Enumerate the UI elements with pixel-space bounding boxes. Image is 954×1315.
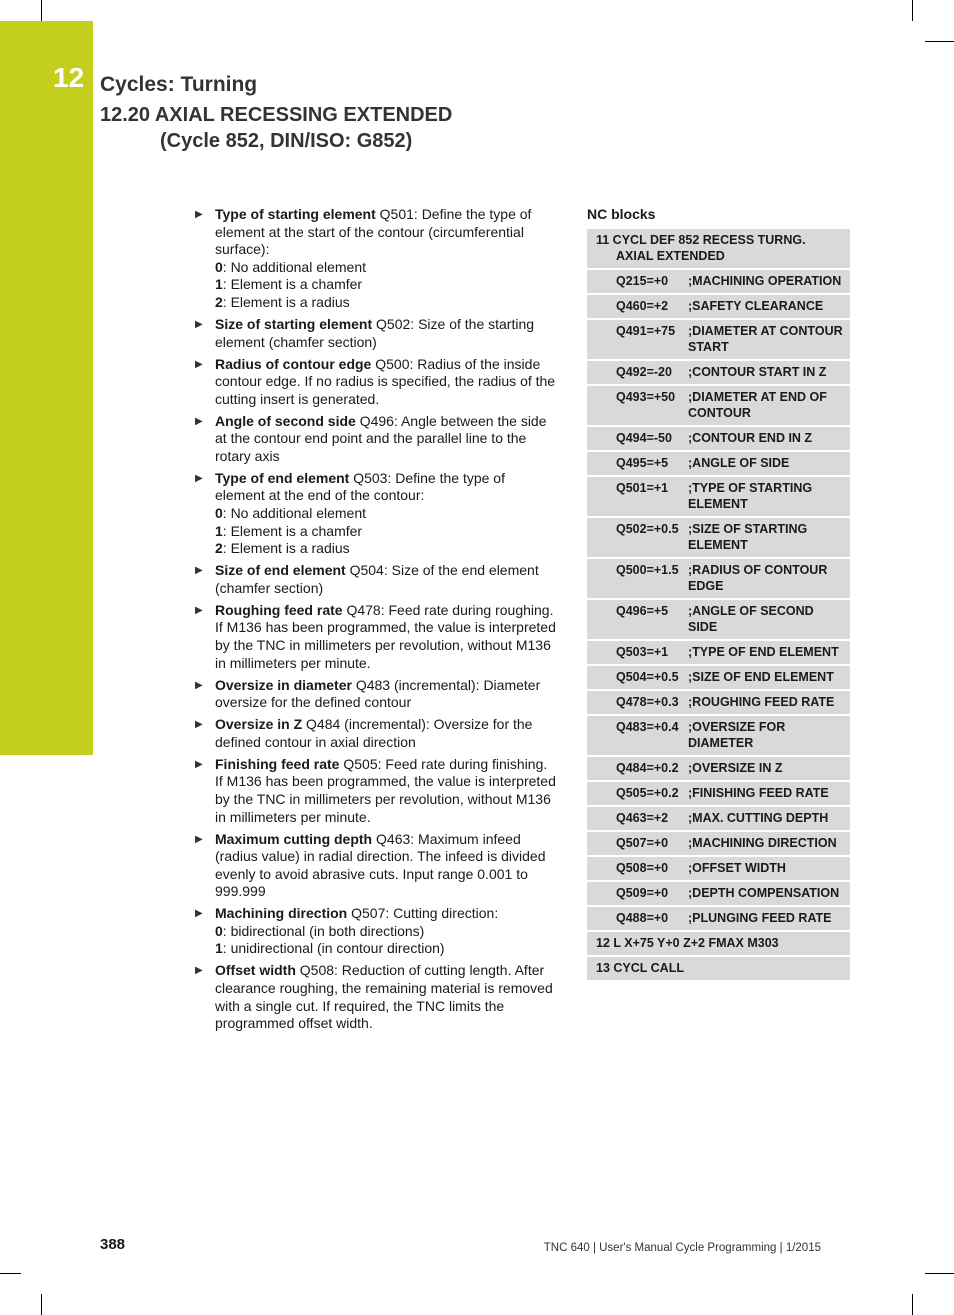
bullet-arrow-icon: ▶: [195, 908, 203, 920]
nc-row: [587, 295, 850, 318]
parameter-description: Q496: Angle between the side at the contour end point and the parallel line to the rotary axis: [215, 412, 547, 464]
parameter-name: Maximum cutting depth: [215, 830, 373, 847]
nc-row: [587, 320, 850, 359]
nc-param: Q507=+0: [616, 836, 669, 850]
nc-param: Q493=+50: [616, 390, 676, 404]
nc-param: Q496=+5: [616, 604, 669, 618]
option-value: : Element is a chamfer: [222, 522, 363, 539]
bullet-arrow-icon: ▶: [195, 679, 203, 691]
nc-row: [587, 857, 850, 880]
nc-comment: ;ROUGHING FEED RATE: [688, 695, 835, 709]
parameter-description: Q504: Size of the end element (chamfer section): [215, 562, 539, 596]
nc-comment: ;DIAMETER AT END OF CONTOUR: [688, 390, 827, 420]
nc-blocks-title: NC blocks: [587, 206, 656, 222]
section-subtitle: (Cycle 852, DIN/ISO: G852): [160, 130, 413, 152]
nc-param: Q503=+1: [616, 645, 669, 659]
parameter-description: Q463: Maximum infeed (radius value) in radial direction. The infeed is divided evenly to avoid abrasive cuts. Input range 0.001 to 999.999: [215, 830, 546, 900]
nc-row: [587, 600, 850, 639]
chapter-sidebar: [0, 21, 93, 755]
nc-row: [587, 477, 850, 516]
nc-row: [587, 518, 850, 557]
nc-row: [587, 807, 850, 830]
parameter-name: Roughing feed rate: [215, 601, 343, 618]
option-key: 1: [215, 276, 223, 293]
nc-param: Q483=+0.4: [616, 720, 679, 734]
nc-comment: ;MACHINING OPERATION: [688, 274, 842, 288]
bullet-arrow-icon: ▶: [195, 758, 203, 770]
chapter-title: Cycles: Turning: [100, 73, 258, 96]
crop-mark: [41, 0, 42, 21]
crop-mark: [0, 1273, 21, 1274]
nc-row: [587, 666, 850, 689]
nc-blocks-table: [587, 229, 850, 982]
parameter-item: [195, 602, 557, 672]
nc-comment: ;DEPTH COMPENSATION: [688, 886, 840, 900]
nc-row: [587, 957, 850, 980]
nc-param: Q508=+0: [616, 861, 669, 875]
nc-comment: ;TYPE OF STARTING ELEMENT: [688, 481, 813, 511]
parameter-name: Machining direction: [215, 905, 348, 922]
crop-mark: [41, 1294, 42, 1315]
crop-mark: [912, 0, 913, 21]
nc-row: [587, 782, 850, 805]
nc-row: [587, 641, 850, 664]
parameter-name: Finishing feed rate: [215, 755, 340, 772]
nc-comment: ;OVERSIZE IN Z: [688, 761, 783, 775]
parameter-description: Q505: Feed rate during finishing. If M136 has been programmed, the value is interpreted by the TNC in millimeters per revolution, without M136 in millimeters per minute.: [215, 755, 556, 825]
nc-comment: ;ANGLE OF SECOND SIDE: [688, 604, 814, 634]
nc-row: [587, 386, 850, 425]
crop-mark: [912, 1294, 913, 1315]
parameter-description: Q508: Reduction of cutting length. After clearance roughing, the remaining material is removed with a single cut. If required, the TNC limits the programmed offset width.: [215, 962, 553, 1032]
crop-mark: [925, 41, 954, 42]
page-number: 388: [100, 1236, 126, 1253]
option-key: 0: [215, 258, 223, 275]
parameter-list: [195, 206, 557, 1037]
parameter-name: Type of end element: [215, 469, 350, 486]
parameter-description: Q507: Cutting direction:: [347, 905, 499, 922]
nc-param: Q500=+1.5: [616, 563, 679, 577]
parameter-description: Q500: Radius of the inside contour edge. If no radius is specified, the radius of the cutting insert is generated.: [215, 355, 556, 407]
footer-text: TNC 640 | User's Manual Cycle Programming | 1/2015: [543, 1242, 821, 1254]
parameter-item: [195, 716, 557, 751]
nc-line: 12 L X+75 Y+0 Z+2 FMAX M303: [596, 936, 779, 950]
parameter-item: [195, 316, 557, 351]
bullet-arrow-icon: ▶: [195, 318, 203, 330]
option-value: : No additional element: [222, 258, 366, 275]
parameter-item: [195, 562, 557, 597]
option-value: : unidirectional (in contour direction): [222, 940, 445, 957]
nc-comment: ;SIZE OF END ELEMENT: [688, 670, 834, 684]
parameter-item: [195, 962, 557, 1032]
bullet-arrow-icon: ▶: [195, 415, 203, 427]
nc-row: [587, 452, 850, 475]
nc-comment: ;DIAMETER AT CONTOUR START: [688, 324, 843, 354]
parameter-item: [195, 831, 557, 901]
nc-comment: ;OFFSET WIDTH: [688, 861, 786, 875]
nc-line: 11 CYCL DEF 852 RECESS TURNG.: [596, 233, 806, 247]
nc-param: Q215=+0: [616, 274, 669, 288]
nc-param: Q484=+0.2: [616, 761, 679, 775]
parameter-name: Size of starting element: [215, 315, 373, 332]
nc-row: [587, 932, 850, 955]
nc-row: [587, 907, 850, 930]
bullet-arrow-icon: ▶: [195, 833, 203, 845]
option-value: : No additional element: [222, 505, 366, 522]
nc-line: 13 CYCL CALL: [596, 961, 684, 975]
parameter-description: Q502: Size of the starting element (chamfer section): [215, 315, 535, 350]
nc-row: [587, 270, 850, 293]
nc-comment: ;CONTOUR END IN Z: [688, 431, 813, 445]
bullet-arrow-icon: ▶: [195, 565, 203, 577]
nc-comment: ;MAX. CUTTING DEPTH: [688, 811, 829, 825]
parameter-item: [195, 206, 557, 312]
option-value: : Element is a chamfer: [222, 276, 363, 293]
option-key: 2: [215, 540, 223, 557]
parameter-description: Q501: Define the type of element at the start of the contour (circumferential surface):: [215, 206, 532, 258]
nc-row: [587, 691, 850, 714]
nc-param: Q494=-50: [616, 431, 672, 445]
bullet-arrow-icon: ▶: [195, 358, 203, 370]
parameter-item: [195, 413, 557, 466]
nc-row: [587, 361, 850, 384]
parameter-name: Oversize in diameter: [215, 676, 352, 693]
parameter-description: Q484 (incremental): Oversize for the defined contour in axial direction: [215, 716, 533, 750]
nc-comment: ;PLUNGING FEED RATE: [688, 911, 832, 925]
option-value: : Element is a radius: [222, 293, 350, 310]
nc-row: [587, 757, 850, 780]
parameter-name: Type of starting element: [215, 206, 376, 222]
bullet-arrow-icon: ▶: [195, 965, 203, 977]
nc-param: Q460=+2: [616, 299, 669, 313]
nc-param: Q488=+0: [616, 911, 669, 925]
option-value: : bidirectional (in both directions): [222, 922, 425, 939]
parameter-item: [195, 356, 557, 409]
nc-row: [587, 832, 850, 855]
bullet-arrow-icon: ▶: [195, 604, 203, 616]
nc-param: Q505=+0.2: [616, 786, 679, 800]
nc-row: [587, 882, 850, 905]
bullet-arrow-icon: ▶: [195, 209, 203, 220]
parameter-description: Q483 (incremental): Diameter oversize for the defined contour: [215, 676, 541, 711]
nc-row: [587, 229, 850, 268]
parameter-item: [195, 756, 557, 826]
nc-comment: ;SIZE OF STARTING ELEMENT: [688, 522, 808, 552]
parameter-name: Offset width: [215, 962, 296, 979]
parameter-name: Angle of second side: [215, 412, 356, 429]
nc-row: [587, 427, 850, 450]
bullet-arrow-icon: ▶: [195, 472, 203, 484]
bullet-arrow-icon: ▶: [195, 719, 203, 731]
nc-param: Q463=+2: [616, 811, 669, 825]
chapter-number: 12: [53, 62, 85, 93]
nc-comment: ;FINISHING FEED RATE: [688, 786, 829, 800]
parameter-name: Size of end element: [215, 562, 346, 579]
parameter-description: Q503: Define the type of element at the end of the contour:: [215, 469, 505, 504]
parameter-description: Q478: Feed rate during roughing. If M136 has been programmed, the value is interpreted by the TNC in millimeters per revolution, without M136 in millimeters per minute.: [215, 601, 556, 671]
option-key: 0: [215, 922, 223, 939]
nc-row: [587, 559, 850, 598]
option-key: 1: [215, 940, 223, 957]
nc-comment: ;TYPE OF END ELEMENT: [688, 645, 839, 659]
nc-param: Q504=+0.5: [616, 670, 679, 684]
parameter-name: Radius of contour edge: [215, 355, 372, 372]
nc-param: Q491=+75: [616, 324, 676, 338]
nc-comment: ;SAFETY CLEARANCE: [688, 299, 824, 313]
nc-row: [587, 716, 850, 755]
nc-comment: ;CONTOUR START IN Z: [688, 365, 827, 379]
option-key: 2: [215, 293, 223, 310]
parameter-item: [195, 470, 557, 558]
nc-param: Q502=+0.5: [616, 522, 679, 536]
nc-param: Q509=+0: [616, 886, 669, 900]
crop-mark: [925, 1273, 954, 1274]
nc-param: Q495=+5: [616, 456, 669, 470]
nc-comment: ;RADIUS OF CONTOUR EDGE: [688, 563, 828, 593]
nc-param: Q478=+0.3: [616, 695, 679, 709]
nc-comment: ;ANGLE OF SIDE: [688, 456, 790, 470]
section-title: 12.20 AXIAL RECESSING EXTENDED: [100, 104, 453, 126]
option-key: 1: [215, 522, 223, 539]
option-key: 0: [215, 505, 223, 522]
nc-line: AXIAL EXTENDED: [616, 249, 725, 263]
parameter-item: [195, 905, 557, 958]
option-value: : Element is a radius: [222, 540, 350, 557]
parameter-name: Oversize in Z: [215, 716, 303, 733]
nc-param: Q501=+1: [616, 481, 669, 495]
nc-param: Q492=-20: [616, 365, 672, 379]
nc-comment: ;MACHINING DIRECTION: [688, 836, 837, 850]
parameter-item: [195, 677, 557, 712]
nc-comment: ;OVERSIZE FOR DIAMETER: [688, 720, 786, 750]
